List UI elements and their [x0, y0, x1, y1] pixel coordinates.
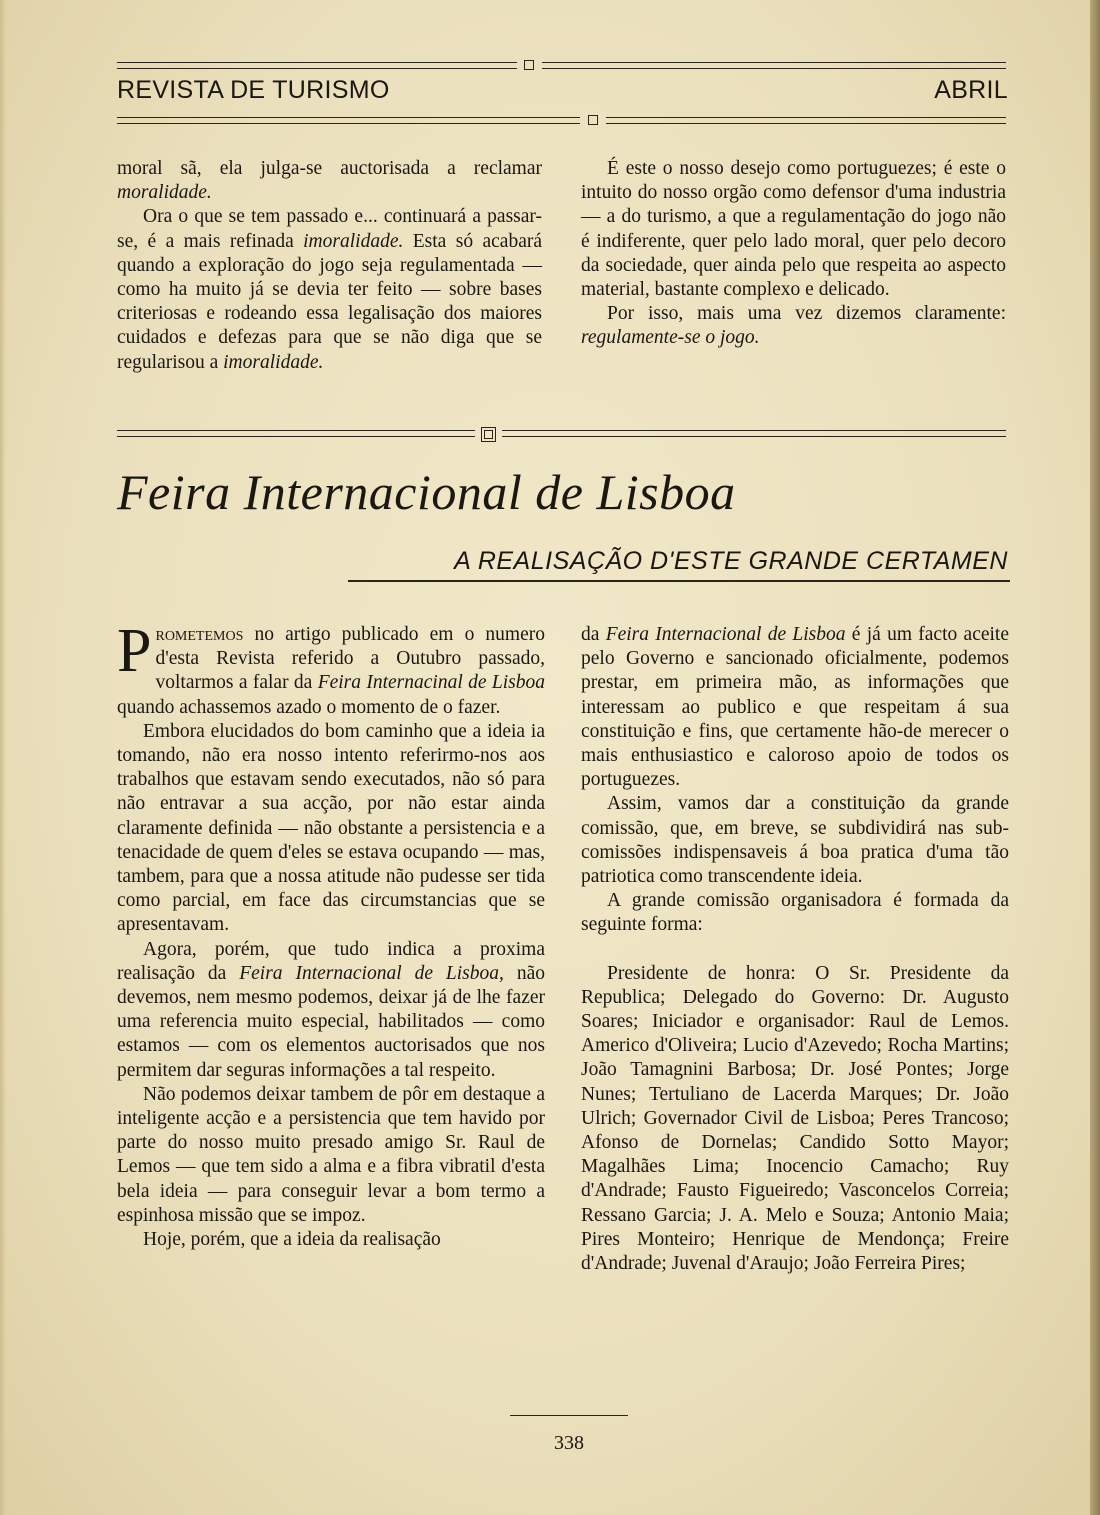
paragraph: A grande comissão organisadora é formada da seguinte forma: — [581, 890, 1009, 936]
page-number: 338 — [554, 1432, 584, 1454]
article-column-left — [117, 617, 545, 1252]
article-subtitle: A REALISAÇÃO D'ESTE GRANDE CERTAMEN — [454, 547, 1008, 575]
paragraph: Ora o que se tem passado e... continuará a passar-se, é a mais refinada imoralidade. Esta só acabará quando a exploração do jogo seja regulamentada — como ha muito já se devia ter feito — sobre bases criteriosas e rodeando essa legalisação dos maiores cuidados e defezas para que se não diga que se regularisou a imoralidade. — [117, 206, 542, 373]
previous-article-column-right — [581, 157, 1006, 351]
drop-cap: P — [117, 617, 152, 685]
header-rule-top-right — [542, 62, 1006, 69]
header-rule-bottom-right — [606, 117, 1006, 124]
paragraph: da Feira Internacional de Lisboa é já um facto aceite pelo Governo e sancionado oficialmente, podemos prestar, em primeira mão, as informações que interessam ao publico e que respeitam á sua constituição e fins, que certamente hão-de merecer o mais enthusiastico e caloroso apoio de todos os portuguezes. — [581, 624, 1009, 791]
page-edge-right — [1090, 0, 1100, 1515]
paragraph: moral sã, ela julga-se auctorisada a reclamar moralidade. — [117, 158, 542, 204]
previous-article-column-left — [117, 157, 542, 375]
paragraph: Embora elucidados do bom caminho que a ideia ia tomando, não era nosso intento referirmo-nos aos trabalhos que estavam sendo executados, não só para não entravar a sua acção, por não estar ainda claramente definida — não obstante a persistencia e a tenacidade de quem d'eles se estava ocupando — mas, tambem, para que a nossa atitude não pudesse ser tida como parcial, em face das circumstancias que se apresentavam. — [117, 720, 545, 936]
section-divider-left — [117, 430, 475, 437]
issue-month: ABRIL — [934, 76, 1008, 104]
paragraph: Agora, porém, que tudo indica a proxima realisação da Feira Internacional de Lisboa, não devemos, nem mesmo podemos, deixar já de lhe fazer uma referencia muito especial, habilitados — como estamos — com os elementos auctorisados que nos permitem dar seguras informações a tal respeito. — [117, 938, 545, 1081]
magazine-title: REVISTA DE TURISMO — [117, 76, 390, 104]
header-rule-bottom-left — [117, 117, 580, 124]
header-ornament-square-top — [524, 60, 534, 70]
paragraph: Prometemos no artigo publicado em o numero d'esta Revista referido a Outubro passado, voltarmos a falar da Feira Internacinal de Lisboa quando achassemos azado o momento de o fazer. — [117, 617, 545, 718]
paragraph: É este o nosso desejo como portuguezes; é este o intuito do nosso orgão como defensor d'uma industria — a do turismo, a que a regulamentação do jogo não é indiferente, quer pelo lado moral, quer pelo decoro da sociedade, quer ainda pelo que respeita ao aspecto material, bastante complexo e delicado. — [581, 158, 1006, 301]
commission-list: Presidente de honra: O Sr. Presidente da Republica; Delegado do Governo: Dr. Augusto Soares; Iniciador e organisador: Raul de Lemos. Americo d'Oliveira; Lucio d'Azevedo; Rocha Martins; João Tamagnini Barbosa; Dr. José Pontes; Jorge Nunes; Tertuliano de Lacerda Marques; Dr. João Ulrich; Governador Civil de Lisboa; Peres Trancoso; Afonso de Dornelas; Candido Sotto Mayor; Magalhães Lima; Inocencio Camacho; Ruy d'Andrade; Fausto Figueiredo; Vasconcelos Correia; Ressano Garcia; J. A. Melo e Souza; Antonio Maia; Pires Monteiro; Henrique de Mendonça; Freire d'Andrade; Juvenal d'Araujo; João Ferreira Pires; — [581, 962, 1009, 1275]
header-ornament-square-bottom — [588, 115, 598, 125]
article-column-right — [581, 623, 1009, 1276]
paragraph: Não podemos deixar tambem de pôr em destaque a inteligente acção e a persistencia que tem havido por parte do nosso muito presado amigo Sr. Raul de Lemos — que tem sido a alma e a fibra vibratil d'esta bela ideia — para conseguir levar a bom termo a espinhosa missão que se impoz. — [117, 1083, 545, 1226]
header-rule-top-left — [117, 62, 517, 69]
page-edge-left — [0, 0, 6, 1515]
paragraph: Hoje, porém, que a ideia da realisação — [143, 1229, 441, 1251]
paragraph: Assim, vamos dar a constituição da grande comissão, que, em breve, se subdividirá nas sub-comissões indispensaveis á boa pratica d'uma tão patriotica como transcendente ideia. — [581, 793, 1009, 888]
article-title: Feira Internacional de Lisboa — [117, 464, 736, 520]
section-ornament — [481, 427, 496, 442]
section-divider-right — [502, 430, 1006, 437]
footer-rule — [510, 1415, 628, 1416]
subtitle-underline — [348, 580, 1010, 582]
paragraph: Por isso, mais uma vez dizemos claramente: regulamente-se o jogo. — [581, 303, 1006, 349]
